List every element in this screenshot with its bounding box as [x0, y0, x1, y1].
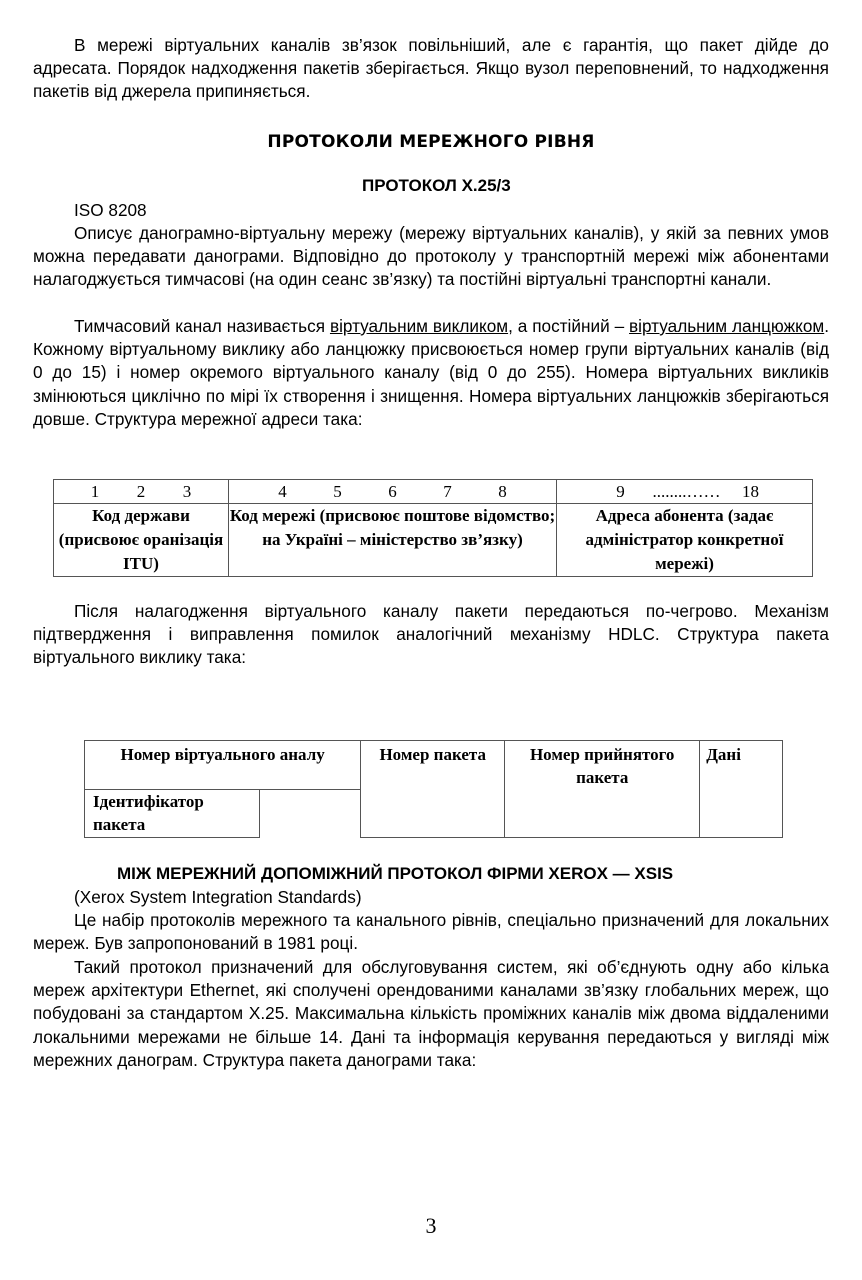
xsis-title: МІЖ МЕРЕЖНИЙ ДОПОМІЖНИЙ ПРОТОКОЛ ФІРМИ XEROX — XSIS — [117, 864, 674, 883]
term-virtual-chain: віртуальним ланцюжком — [629, 316, 825, 336]
section-title: ПРОТОКОЛИ МЕРЕЖНОГО РІВНЯ — [267, 132, 595, 152]
address-digits-row — [54, 480, 813, 504]
x25-paragraph-2 — [33, 315, 829, 431]
vc-number-cell: Номер віртуального аналу — [85, 741, 361, 790]
x25-paragraph-2-mid: , а постійний – — [508, 316, 630, 336]
packet-number-cell: Номер пакета — [361, 741, 505, 838]
x25-paragraph-1: Описує данограмно-віртуальну мережу (мережу віртуальних каналів), у якій за певних умов можна передавати данограми. Відповідно до протоколу у транспортній мережі між абонентами налагоджується тимчасові (на один сеанс зв’язку) та постійні віртуальні транспортні канали. — [33, 223, 829, 290]
received-number-cell: Номер прийнятого пакета — [505, 741, 700, 838]
subscriber-address-cell: Адреса абонента (задає адміністратор конкретної мережі) — [557, 504, 813, 577]
term-virtual-call: віртуальним викликом — [329, 316, 509, 336]
data-cell: Дані — [700, 741, 783, 838]
xsis-paragraph-1: Це набір протоколів мережного та канального рівнів, спеціально призначений для локальних мереж. Був запропонований в 1981 році. — [33, 910, 829, 954]
x25-paragraph-3: Після налагодження віртуального каналу пакети передаються по-чегрово. Механізм підтвердження і виправлення помилок аналогічний механізму HDLC. Структура пакета віртуального виклику така: — [33, 601, 829, 668]
packet-id-spacer — [260, 790, 361, 838]
x25-paragraph-2-start: Тимчасовий канал називається — [74, 316, 330, 336]
xsis-paragraph-2: Такий протокол призначений для обслуговування систем, які об’єднують одну або кілька мереж архітектури Ethernet, які сполучені орендованими каналами зв’язку глобальних мереж, що побудовані за стандартом X.25. Максимальна кількість проміжних каналів між двома віддаленими локальними мережами не більше 14. Дані та інформація керування передаються у вигляді між мережних данограм. Структура пакета данограми така: — [33, 957, 829, 1070]
iso-label: ISO 8208 — [74, 200, 147, 220]
address-structure-table — [53, 479, 813, 577]
packet-id-cell: Ідентифікатор пакета — [85, 790, 260, 838]
digits-country: 1 2 3 — [54, 480, 229, 504]
country-code-cell: Код держави (присвоює оранізація ITU) — [54, 504, 229, 577]
digits-network: 4 5 6 7 8 — [229, 480, 557, 504]
address-labels-row — [54, 504, 813, 577]
virtual-call-packet-table — [84, 740, 783, 838]
xsis-subtitle: (Xerox System Integration Standards) — [74, 887, 362, 907]
digits-subscriber: 9 ........…… 18 — [557, 480, 813, 504]
page-number: 3 — [425, 1213, 437, 1238]
packet-table-row-1 — [85, 741, 783, 790]
x25-paragraph-2-end: . Кожному віртуальному виклику або ланцюжку присвоюється номер групи віртуальних каналів (від 0 до 15) і номер окремого віртуального каналу (від 0 до 255). Номера віртуальних викликів змінюються циклічно по мірі їх створення і знищення. Номера віртуальних ланцюжків зберігаються довше. Структура мережної адреси така: — [33, 316, 829, 429]
network-code-cell: Код мережі (присвоює поштове відомство; на Україні – міністерство зв’язку) — [229, 504, 557, 577]
x25-title: ПРОТОКОЛ X.25/3 — [362, 176, 511, 195]
intro-paragraph: В мережі віртуальних каналів зв’язок повільніший, але є гарантія, що пакет дійде до адресата. Порядок надходження пакетів зберігається. Якщо вузол переповнений, то надходження пакетів від джерела припиняється. — [33, 35, 829, 102]
